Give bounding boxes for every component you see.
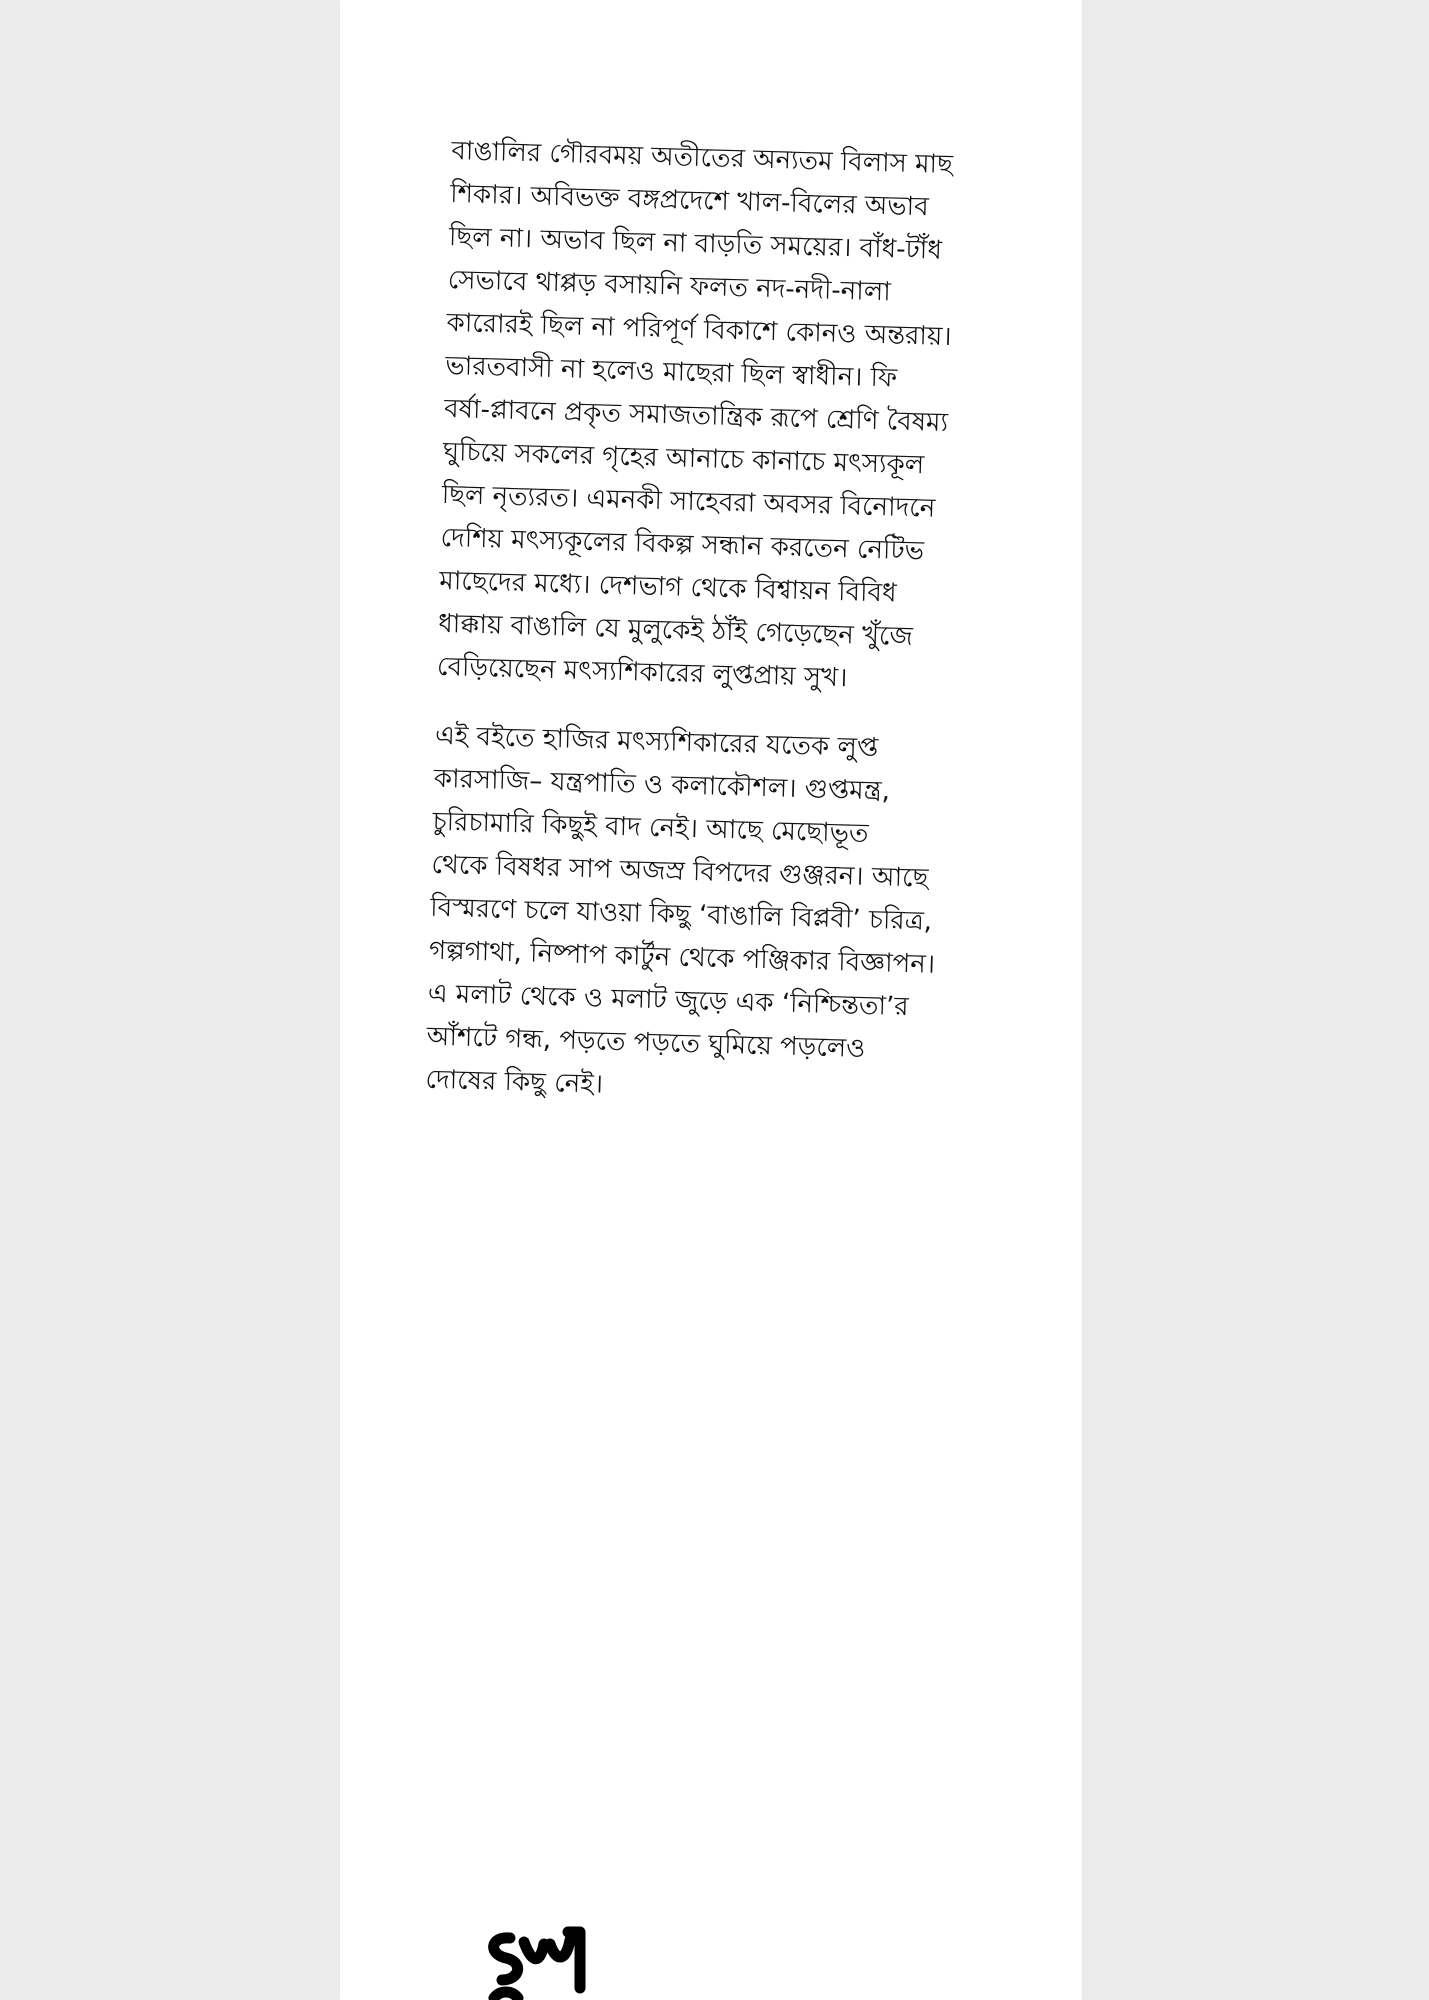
text-line: আঁশটে গন্ধ, পড়তে পড়তে ঘুমিয়ে পড়লেও <box>426 1021 866 1064</box>
logo-stroke <box>494 1938 518 1980</box>
text-line: বিস্মরণে চলে যাওয়া কিছু ‘বাঙালি বিপ্লবী’ চরিত্র, <box>429 892 933 937</box>
text-line: বর্ষা-প্লাবনে প্রকৃত সমাজতান্ত্রিক রূপে শ্রেণি বৈষম্য <box>443 393 949 438</box>
text-line: দোষের কিছু নেই। <box>425 1064 604 1100</box>
text-line: ধাক্কায় বাঙালি যে মুলুকেই ঠাঁই গেড়েছেন খুঁজে <box>437 608 914 653</box>
text-line: এই বইতে হাজির মৎস্যশিকারের যতেক লুপ্ত <box>434 720 879 764</box>
text-line: থেকে বিষধর সাপ অজস্র বিপদের গুঞ্জরন। আছে <box>431 849 929 894</box>
text-line: ঘুচিয়ে সকলের গৃহের আনাচে কানাচে মৎস্যকূল <box>442 436 925 481</box>
text-line: ছিল না। অভাব ছিল না বাড়তি সময়ের। বাঁধ-টাঁধ <box>448 221 943 266</box>
text-line: কারসাজি– যন্ত্রপাতি ও কলাকৌশল। গুপ্তমন্ত্র, <box>433 763 891 807</box>
text-line: চুরিচামারি কিছুই বাদ নেই। আছে মেছোভূত <box>432 806 869 849</box>
blurb-paragraph-1 <box>436 130 1031 705</box>
text-line: এ মলাট থেকে ও মলাট জুড়ে এক ‘নিশ্চিন্ততা’র <box>427 978 909 1023</box>
logo-stroke <box>494 1992 518 1998</box>
text-line: কারোরই ছিল না পরিপূর্ণ বিকাশে কোনও অন্তরায়। <box>446 307 952 353</box>
back-cover-page <box>340 0 1082 2000</box>
text-line: গল্পগাথা, নিষ্পাপ কার্টুন থেকে পঞ্জিকার বিজ্ঞাপন। <box>428 935 936 980</box>
logo-stroke <box>550 1940 570 1957</box>
blurb-text <box>425 130 1032 1118</box>
blurb-paragraph-2 <box>425 715 1016 1118</box>
text-line: বেড়িয়েছেন মৎস্যশিকারের লুপ্তপ্রায় সুখ। <box>436 651 848 694</box>
text-line: ছিল নৃত্যরত। এমনকী সাহেবরা অবসর বিনোদনে <box>441 479 936 524</box>
text-line: ভারতবাসী না হলেও মাছেরা ছিল স্বাধীন। ফি <box>444 350 898 394</box>
publisher-logo <box>480 1918 590 2000</box>
text-line: মাছেদের মধ্যে। দেশভাগ থেকে বিশ্বায়ন বিবিধ <box>438 565 897 609</box>
text-line: বাঙালির গৌরবময় অতীতের অন্যতম বিলাস মাছ <box>450 135 954 180</box>
text-line: সেভাবে থাপ্পড় বসায়নি ফলত নদ-নদী-নালা <box>447 264 892 308</box>
text-line: দেশিয় মৎস্যকূলের বিকল্প সন্ধান করতেন নেটিভ <box>440 522 925 567</box>
text-line: শিকার। অবিভক্ত বঙ্গপ্রদেশে খাল-বিলের অভাব <box>449 178 930 223</box>
logo-stroke <box>524 1942 544 1959</box>
